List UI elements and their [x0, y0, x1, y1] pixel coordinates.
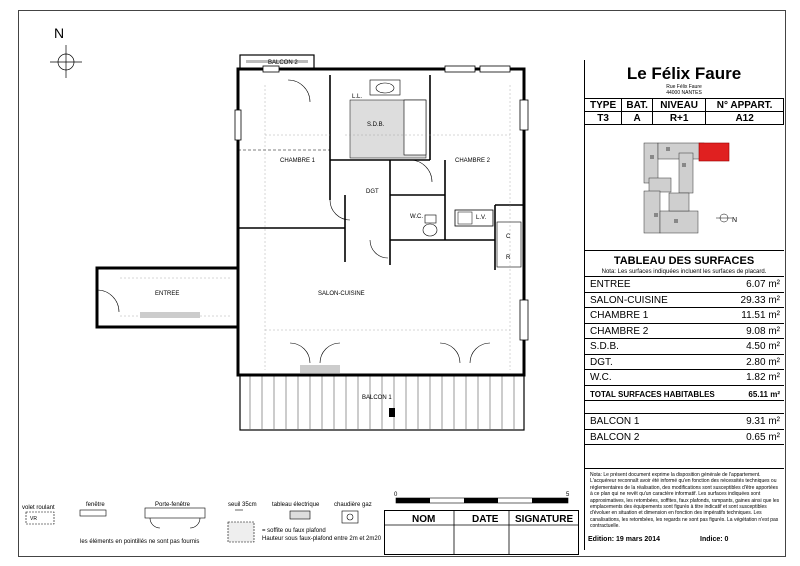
surfaces-note: Nota: Les surfaces indiquées incluent les surfaces de placard. [601, 269, 767, 275]
surfaces-title: TABLEAU DES SURFACES [613, 255, 755, 267]
edition-date: Edition: 19 mars 2014 [588, 536, 660, 543]
surfaces-table [584, 276, 784, 445]
room-entree: ENTREE [155, 291, 180, 297]
apartment-info-table [584, 98, 784, 125]
signature-date: DATE [472, 514, 499, 525]
apartment-highlight [699, 143, 729, 161]
info-appart: A12 [706, 112, 784, 125]
surface-row: W.C. 1.82 m² [584, 370, 784, 386]
signature-nom: NOM [412, 514, 436, 525]
room-salon: SALON-CUISINE [318, 291, 365, 297]
legend-fenetre: fenêtre [86, 502, 105, 508]
room-sdb: S.D.B. [367, 122, 385, 128]
indice: Indice: 0 [700, 536, 729, 543]
legend-porte-fenetre: Porte-fenêtre [155, 502, 191, 508]
info-bat: A [622, 112, 653, 125]
signature-signature: SIGNATURE [515, 514, 574, 525]
balcon-row: BALCON 1 9.31 m² [584, 414, 784, 430]
room-balcon2: BALCON 2 [268, 60, 298, 66]
legend-volet: volet roulant [22, 505, 55, 511]
north-label: N [54, 25, 65, 41]
legend-soffite: = soffite ou faux plafond [262, 528, 326, 534]
surface-row: ENTREE 6.07 m² [584, 277, 784, 293]
surface-row: CHAMBRE 2 9.08 m² [584, 324, 784, 340]
legal-note-box [584, 468, 784, 545]
info-header-type: TYPE [585, 99, 622, 112]
balcon-row: BALCON 2 0.65 m² [584, 430, 784, 446]
legend-tableau: tableau électrique [272, 502, 320, 508]
info-type: T3 [585, 112, 622, 125]
project-address1: Rue Félix Faure [666, 84, 702, 90]
legend-seuil: seuil 35cm [228, 502, 257, 508]
room-wc: W.C. [410, 214, 423, 220]
legend-hauteur: Hauteur sous faux-plafond entre 2m et 2m20 [262, 536, 382, 542]
legal-note: Nota: Le présent document exprime la disposition générale de l'appartement. L'acquéreur reconnaît avoir été informé qu'en fonction des nécessités techniques ou réglementaires de la réalisation, des modifications sont susceptibles d'être apportées à ce plan qui ne revêt qu'un caractère informatif. Les surfaces indiquées sont approximatives, les retombées, soffites, faux plafonds, rampants, gaines ainsi que les emplacements des équipements sont figurés à titre indicatif et sont susceptibles d'évoluer en situation et dimension en fonction des impératifs techniques. Les canalisations, les retombées, les regards ne sont pas figurés. La végétation n'est pas contractuelle. [590, 472, 780, 530]
scale-end: 5 [566, 492, 570, 498]
surface-row: CHAMBRE 1 11.51 m² [584, 308, 784, 324]
info-header-bat: BAT. [622, 99, 653, 112]
legend-pointilles: les éléments en pointillés ne sont pas fournis [80, 539, 200, 545]
surface-gap [584, 401, 784, 414]
building-location-map [584, 133, 784, 251]
surface-row: S.D.B. 4.50 m² [584, 339, 784, 355]
info-header-niveau: NIVEAU [653, 99, 706, 112]
project-address2: 44000 NANTES [666, 90, 702, 96]
thumb-north-label: N [732, 217, 738, 224]
info-niveau: R+1 [653, 112, 706, 125]
surface-total-row: TOTAL SURFACES HABITABLES 65.11 m² [584, 386, 784, 402]
room-r: R [506, 255, 511, 261]
north-arrow-icon [50, 25, 82, 78]
room-chambre1: CHAMBRE 1 [280, 158, 316, 164]
room-lv: L.V. [476, 215, 487, 221]
scale-bar [394, 492, 570, 503]
room-ll: L.L. [352, 94, 363, 100]
scale-start: 0 [394, 492, 398, 498]
legend-vr: VR [30, 516, 37, 522]
room-balcon1: BALCON 1 [362, 395, 392, 401]
room-c: C [506, 234, 511, 240]
legend-chaudiere: chaudière gaz [334, 502, 372, 508]
project-header [584, 60, 784, 99]
project-name: Le Félix Faure [626, 64, 742, 83]
surface-row: SALON-CUISINE 29.33 m² [584, 293, 784, 309]
surface-row: DGT. 2.80 m² [584, 355, 784, 371]
room-chambre2: CHAMBRE 2 [455, 158, 491, 164]
room-dgt: DGT [366, 189, 379, 195]
info-header-appart: N° APPART. [706, 99, 784, 112]
